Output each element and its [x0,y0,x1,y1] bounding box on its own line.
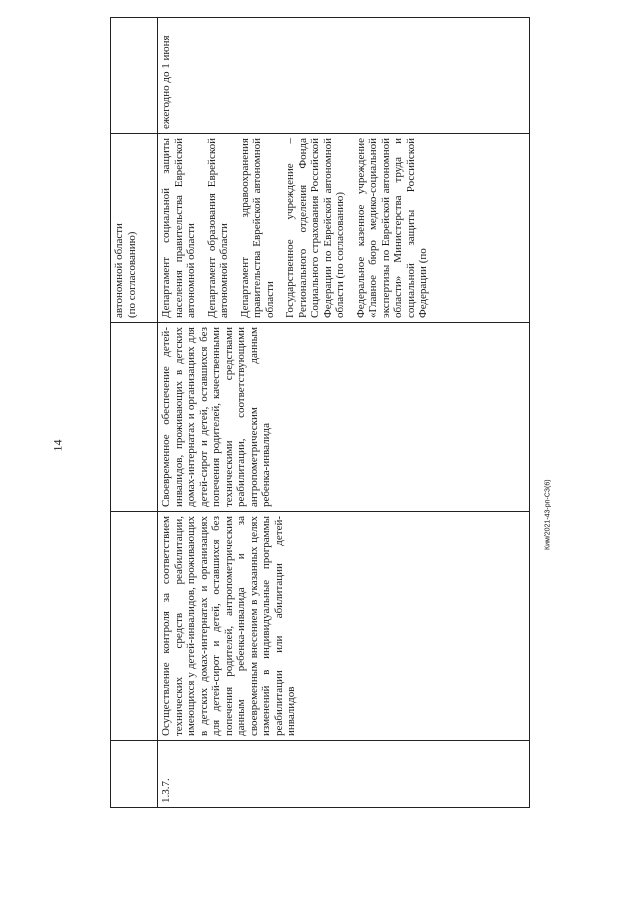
document-code: Ким/2021-43-рп-СЗ(6) [544,479,552,550]
page-number: 14 [50,439,65,452]
cell-empty [111,18,158,134]
cell-term: ежегодно до 1 июня [158,18,530,134]
table-row-continuation [111,18,158,808]
executor-item: Департамент здравоохранения правительства Еврейской автономной области [238,138,276,318]
cell-empty [111,741,158,808]
cell-executors-continuation: автономной области (по согласованию) [111,134,158,323]
cell-empty [111,323,158,512]
cell-number: 1.3.7. [158,741,530,808]
cell-empty [111,512,158,741]
executor-item: Государственное учреждение – Регионального отделения Фонда Социального страхования Российской Федерации по Еврейской автономной области (по согласованию) [284,138,346,318]
executor-item: Департамент социальной защиты населения правительства Еврейской автономной области [160,138,197,318]
cell-executors [158,134,530,323]
cell-activity: Осуществление контроля за соответствием технических средств реабилитации, имеющихся у детей-инвалидов, проживающих в детских домах-интернатах и организациях для детей-сирот и детей, оставшихся без попечения родителей, антропометрическим данным ребенка-инвалида и за своевременным внесением в указанных целях изменений в индивидуальные программы реабилитации или абилитации детей-инвалидов [158,512,530,741]
executor-item: Департамент образования Еврейской автономной области [205,138,230,318]
rotated-table-wrapper [110,35,530,808]
executor-item: Федеральное казенное учреждение «Главное бюро медико-социальной экспертизы по Еврейской автономной области» Министерства труда и социальной защиты Российской Федерации (по [354,138,429,318]
cell-result: Своевременное обеспечение детей-инвалидов, проживающих в детских домах-интернатах и организациях для детей-сирот и детей, оставшихся без попечения родителей, качественными техническими средствами реабилитации, соответствующими антропометрическим данным ребенка-инвалида [158,323,530,512]
table-row [158,18,530,808]
plan-table [110,17,530,808]
